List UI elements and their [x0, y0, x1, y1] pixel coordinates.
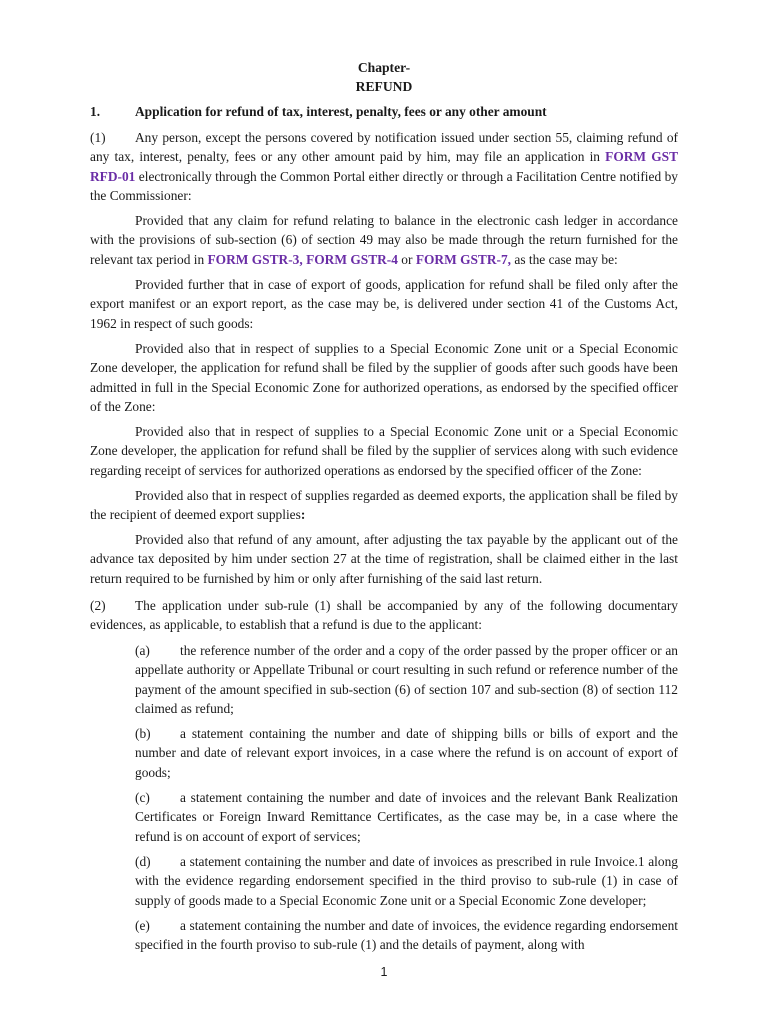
proviso-1-text: Provided that any claim for refund relating to balance in the electronic cash ledger in accordance with the provisions of sub-section (6) of section 49 may also be made through the return furnished for the relevant tax period in — [90, 213, 678, 267]
item-text: a statement containing the number and date of shipping bills or bills of export and the number and date of relevant export invoices, in a case where the refund is on account of export of goods; — [135, 726, 678, 780]
evidence-item-a — [135, 641, 678, 719]
form-gstr-4-reference: FORM GSTR-4 — [306, 251, 398, 267]
proviso-3: Provided also that in respect of supplies to a Special Economic Zone unit or a Special Economic Zone developer, the application for refund shall be filed by the supplier of goods after such goods have been admitted in full in the Special Economic Zone for authorized operations, as endorsed by the specified officer of the Zone: — [90, 341, 678, 415]
sub-rule-2-text: The application under sub-rule (1) shall be accompanied by any of the following documentary evidences, as applicable, to establish that a refund is due to the applicant: — [90, 598, 678, 633]
chapter-title: REFUND — [355, 79, 413, 94]
item-label: (e) — [135, 918, 150, 933]
section-heading — [90, 102, 547, 121]
proviso-1 — [90, 211, 678, 269]
item-label: (d) — [135, 854, 151, 869]
evidence-item-c — [135, 788, 678, 846]
proviso-5-colon: : — [300, 507, 306, 523]
form-rfd-01-reference: FORM GST RFD-01 — [90, 149, 678, 184]
proviso-6: Provided also that refund of any amount, after adjusting the tax payable by the applicant out of the advance tax deposited by him under section 27 at the time of registration, shall be claimed either in the last return required to be furnished by him or only after furnishing of the said last return. — [90, 532, 678, 586]
proviso-1-or: or — [397, 251, 416, 267]
item-label: (b) — [135, 726, 151, 741]
form-gstr-7-reference: FORM GSTR-7, — [415, 251, 512, 267]
proviso-5-text: Provided also that in respect of supplies regarded as deemed exports, the application shall be filed by the recipient of deemed export supplies — [90, 488, 678, 523]
sub-rule-1-text: Any person, except the persons covered by notification issued under section 55, claiming refund of any tax, interest, penalty, fees or any other amount paid by him, may file an application in — [90, 130, 678, 165]
proviso-2: Provided further that in case of export of goods, application for refund shall be filed only after the export manifest or an export report, as the case may be, is delivered under section 41 of the Customs Act, 1962 in respect of such goods: — [90, 277, 678, 331]
item-text: a statement containing the number and date of invoices as prescribed in rule Invoice.1 along with the evidence regarding endorsement specified in the third proviso to sub-rule (1) in case of supply of goods made to a Special Economic Zone unit or a Special Economic Zone developer; — [135, 854, 678, 908]
item-text: a statement containing the number and date of invoices and the relevant Bank Realization Certificates or Foreign Inward Remittance Certificates, as the case may be, in a case where the refund is on account of export of services; — [135, 790, 678, 844]
item-label: (c) — [135, 790, 150, 805]
proviso-4: Provided also that in respect of supplies to a Special Economic Zone unit or a Special Economic Zone developer, the application for refund shall be filed by the supplier of services along with such evidence regarding receipt of services for authorized operations as endorsed by the specified officer of the Zone: — [90, 424, 678, 478]
sub-rule-1 — [90, 128, 678, 206]
proviso-1-text-end: as the case may be: — [511, 251, 618, 267]
proviso-5 — [90, 486, 678, 525]
section-heading-text: Application for refund of tax, interest, penalty, fees or any other amount — [135, 104, 547, 119]
evidence-item-d — [135, 852, 678, 910]
item-text: a statement containing the number and date of invoices, the evidence regarding endorsement specified in the fourth proviso to sub-rule (1) and the details of payment, along with — [135, 918, 678, 953]
sub-rule-1-text-end: electronically through the Common Portal either directly or through a Facilitation Centre notified by the Commissioner: — [90, 168, 678, 204]
chapter-label: Chapter- — [357, 60, 411, 75]
proviso-1-separator: , — [299, 251, 307, 267]
item-label: (a) — [135, 643, 150, 658]
evidence-item-e — [135, 916, 678, 955]
sub-rule-1-number: (1) — [90, 130, 106, 145]
form-gstr-3-reference: FORM GSTR-3 — [207, 251, 300, 267]
sub-rule-2-number: (2) — [90, 598, 106, 613]
evidence-item-b — [135, 724, 678, 782]
sub-rule-2 — [90, 596, 678, 635]
page-number: 1 — [380, 965, 388, 979]
item-text: the reference number of the order and a copy of the order passed by the proper officer or an appellate authority or Appellate Tribunal or court resulting in such refund or reference number of the payment of the amount specified in sub-section (6) of section 107 and sub-section (8) of section 112 claimed as refund; — [135, 643, 678, 717]
section-number: 1. — [90, 104, 101, 119]
